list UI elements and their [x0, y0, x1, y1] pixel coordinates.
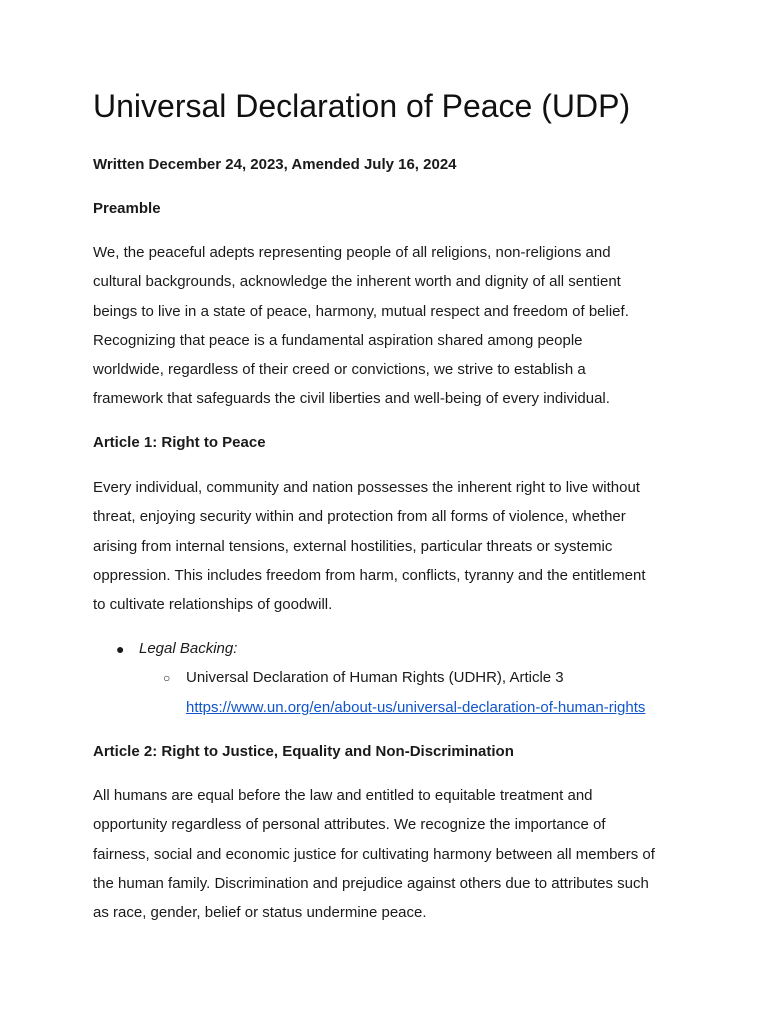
paragraph-line: the human family. Discrimination and prejudice against others due to attributes such	[93, 874, 649, 892]
udhr-link-row	[93, 698, 693, 718]
article2-paragraph	[93, 781, 655, 927]
paragraph-line: opportunity regardless of personal attributes. We recognize the importance of	[93, 816, 606, 834]
document-date-line: Written December 24, 2023, Amended July 16, 2024	[93, 156, 457, 173]
paragraph-line: as race, gender, belief or status undermine peace.	[93, 904, 427, 922]
document-title: Universal Declaration of Peace (UDP)	[93, 88, 631, 124]
paragraph-line: All humans are equal before the law and entitled to equitable treatment and	[93, 787, 593, 804]
bullet-icon: ●	[116, 641, 125, 657]
sub-bullet-icon: ○	[163, 671, 171, 685]
paragraph-line: fairness, social and economic justice for cultivating harmony between all members of	[93, 845, 655, 863]
paragraph-line: arising from internal tensions, external hostilities, particular threats or systemic	[93, 537, 613, 555]
preamble-heading: Preamble	[93, 200, 161, 217]
paragraph-line: threat, enjoying security within and protection from all forms of violence, whether	[93, 508, 626, 526]
paragraph-line: worldwide, regardless of their creed or convictions, we strive to establish a	[93, 361, 586, 379]
paragraph-line: framework that safeguards the civil liberties and well-being of every individual.	[93, 390, 610, 408]
paragraph-line: to cultivate relationships of goodwill.	[93, 596, 333, 614]
legal-backing-bullet	[93, 639, 693, 659]
paragraph-line: Every individual, community and nation possesses the inherent right to live without	[93, 479, 640, 496]
paragraph-line: oppression. This includes freedom from harm, conflicts, tyranny and the entitlement	[93, 566, 646, 584]
udhr-link[interactable]: https://www.un.org/en/about-us/universal-declaration-of-human-rights	[186, 699, 646, 716]
article2-heading: Article 2: Right to Justice, Equality and Non-Discrimination	[93, 743, 514, 760]
legal-backing-label: Legal Backing:	[139, 640, 238, 657]
article1-heading: Article 1: Right to Peace	[93, 434, 266, 451]
paragraph-line: beings to live in a state of peace, harmony, mutual respect and freedom of belief.	[93, 302, 629, 320]
article1-paragraph	[93, 473, 646, 619]
paragraph-line: Recognizing that peace is a fundamental aspiration shared among people	[93, 331, 583, 349]
paragraph-line: We, the peaceful adepts representing people of all religions, non-religions and	[93, 244, 611, 261]
paragraph-line: cultural backgrounds, acknowledge the inherent worth and dignity of all sentient	[93, 273, 621, 291]
udhr-sub-bullet	[93, 668, 693, 688]
preamble-paragraph	[93, 238, 629, 414]
udhr-reference: Universal Declaration of Human Rights (UDHR), Article 3	[186, 669, 564, 686]
